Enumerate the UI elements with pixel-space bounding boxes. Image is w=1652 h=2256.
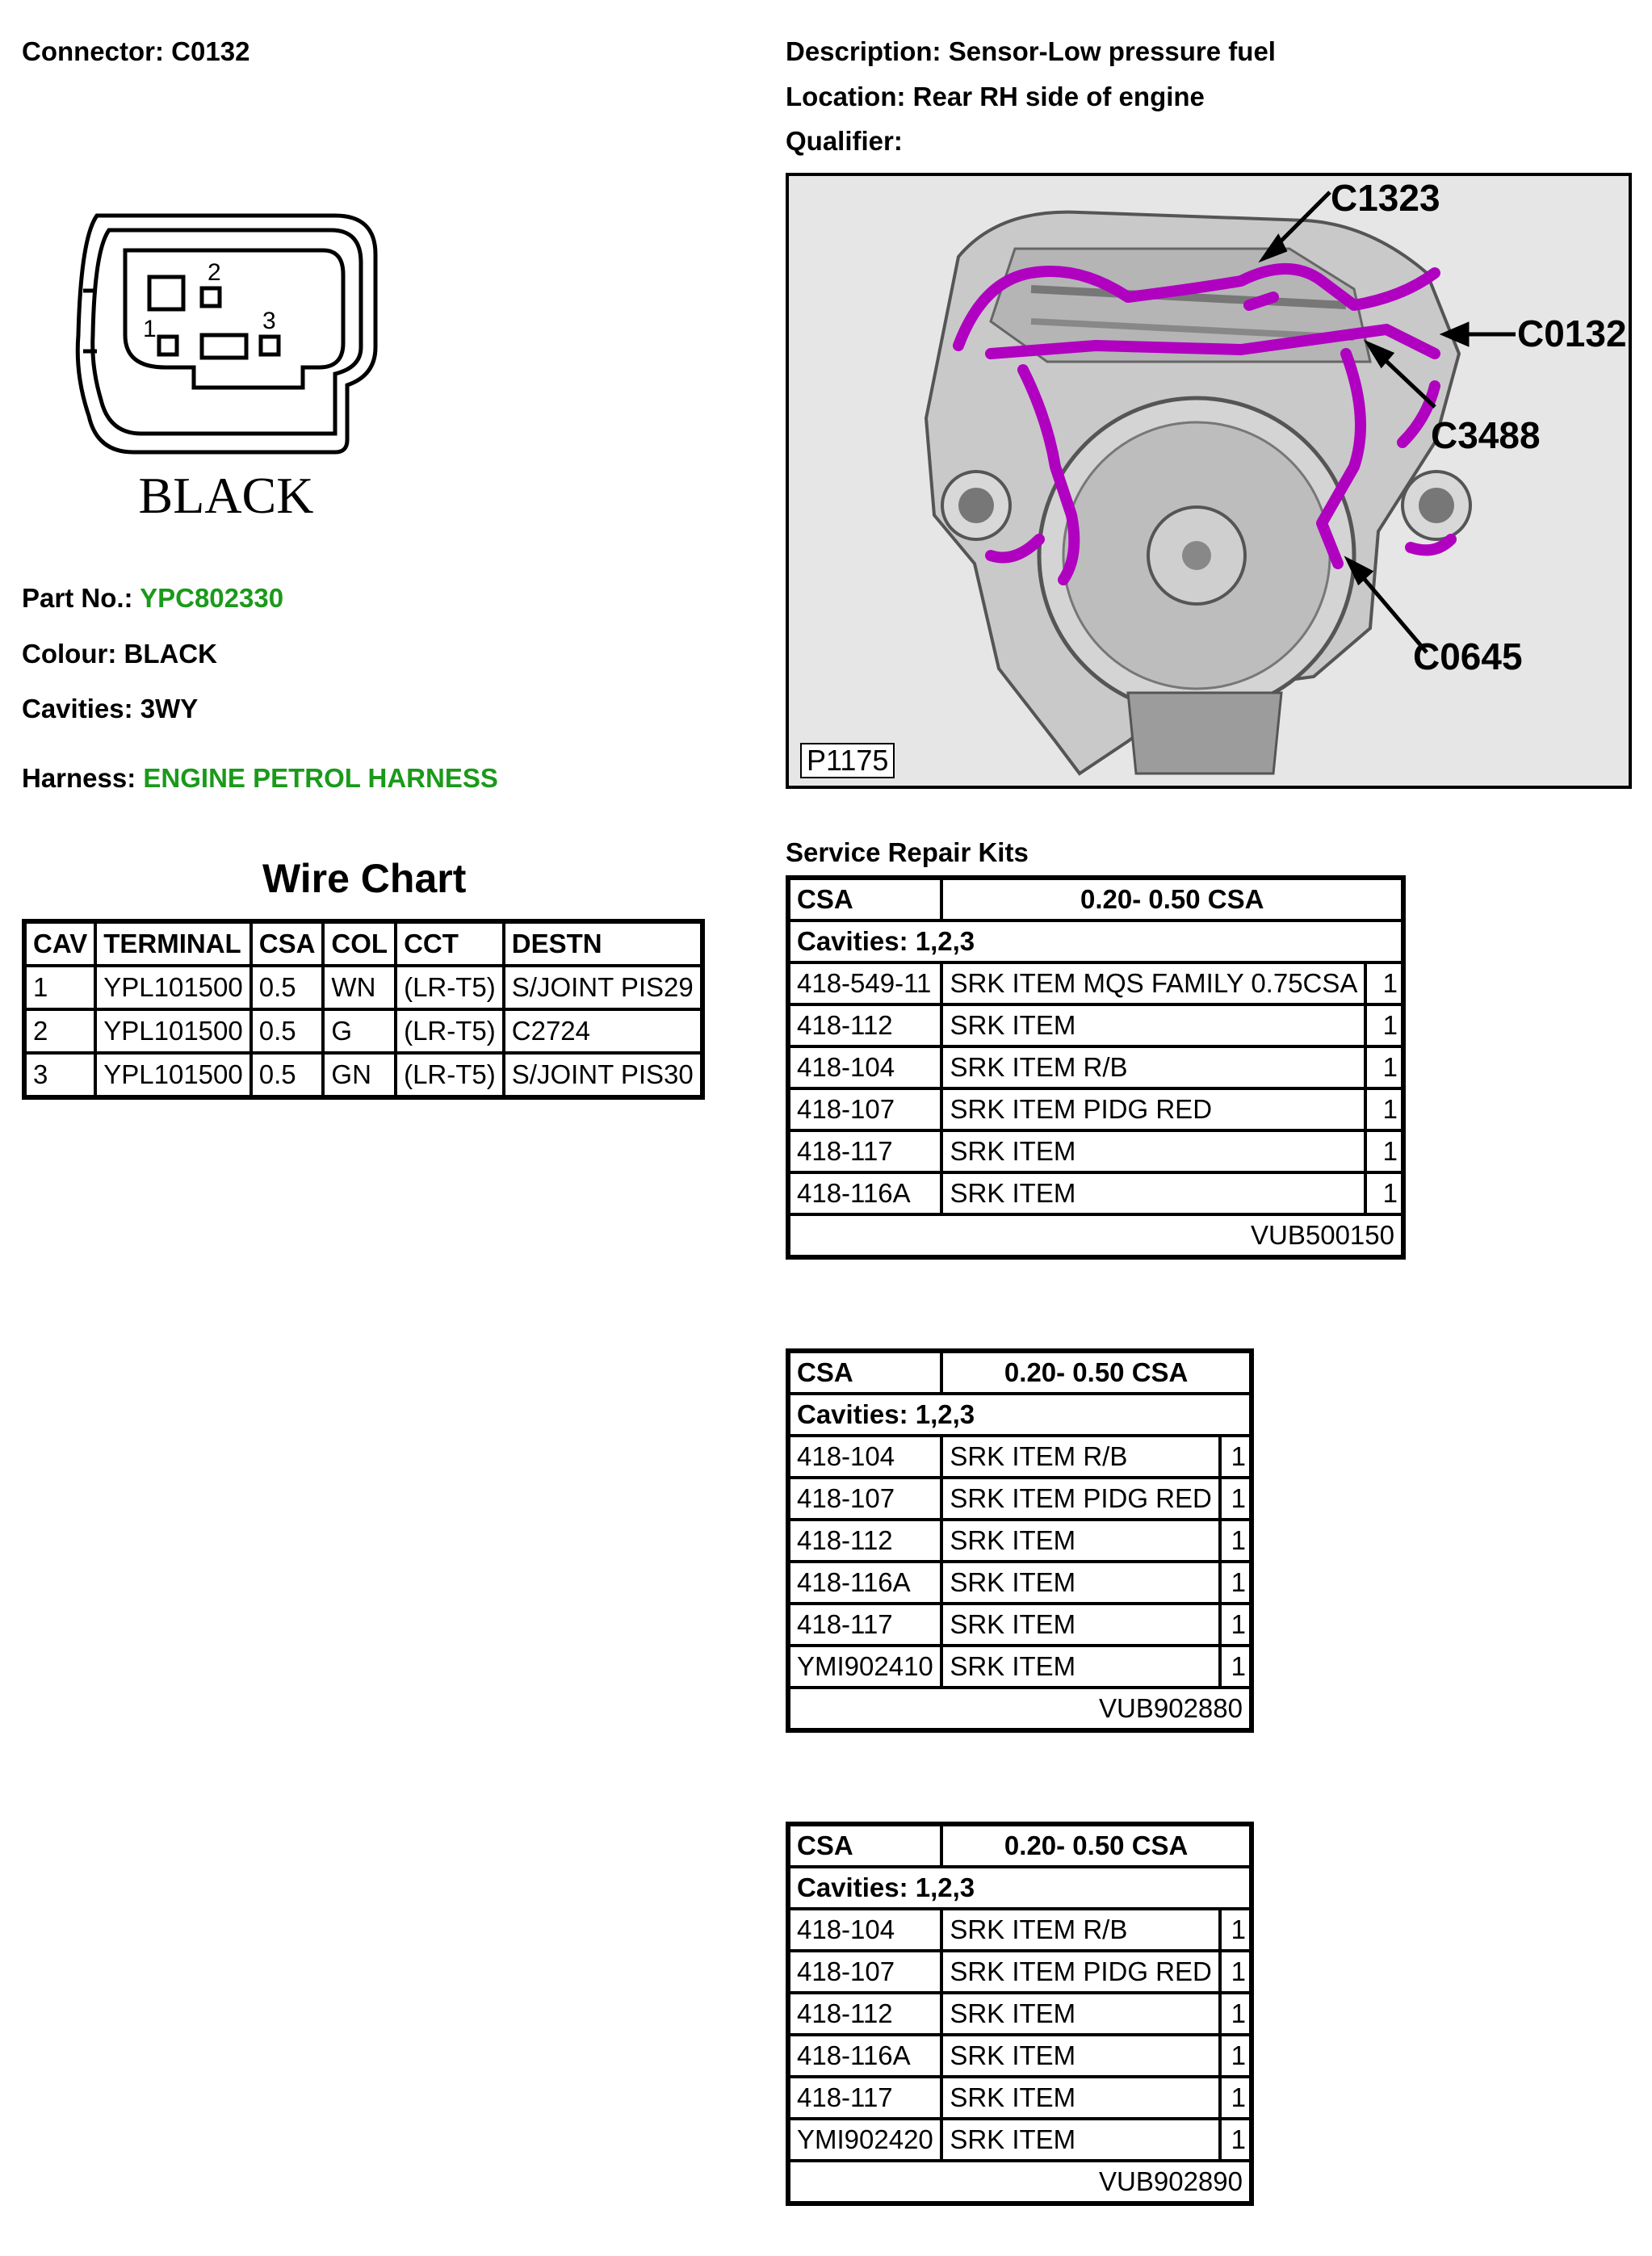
kit-item-part: 418-104 — [788, 1046, 941, 1088]
repair-kit-table-1 — [786, 875, 1406, 1260]
connector-id: C0132 — [171, 36, 250, 66]
table-row — [788, 1646, 1252, 1688]
cav-cell: 2 — [24, 1009, 95, 1053]
kit-item-description: SRK ITEM R/B — [941, 1046, 1365, 1088]
kit-cavities: Cavities: 1,2,3 — [788, 1394, 1252, 1436]
kit-item-quantity: 1 — [1220, 1436, 1252, 1478]
table-row — [788, 2077, 1252, 2119]
table-row — [788, 1130, 1403, 1172]
pin-label-1: 1 — [143, 316, 157, 342]
kit-item-description: SRK ITEM — [941, 1604, 1220, 1646]
table-row — [788, 1088, 1403, 1130]
table-row — [788, 962, 1403, 1004]
cav-cell: 1 — [24, 966, 95, 1009]
kit-csa-row — [788, 878, 1403, 920]
engine-illustration — [789, 176, 1629, 786]
kit-item-quantity: 1 — [1220, 1562, 1252, 1604]
table-row — [24, 966, 702, 1009]
callout-c1323: C1323 — [1331, 177, 1440, 219]
kit-item-part: 418-107 — [788, 1478, 941, 1520]
table-row — [788, 1436, 1252, 1478]
kit-item-description: SRK ITEM R/B — [941, 1909, 1220, 1951]
circuit-cell: (LR-T5) — [396, 1053, 504, 1097]
kit-cavities: Cavities: 1,2,3 — [788, 1867, 1252, 1909]
description-value: Sensor-Low pressure fuel — [948, 36, 1276, 66]
wire-chart-header: CAV — [24, 921, 95, 966]
kit-item-description: SRK ITEM — [941, 2119, 1220, 2161]
circuit-cell: (LR-T5) — [396, 966, 504, 1009]
part-number-link[interactable]: YPC802330 — [140, 583, 284, 613]
kit-item-description: SRK ITEM — [941, 1004, 1365, 1046]
kit-item-part: 418-112 — [788, 1993, 941, 2035]
kit-csa-value: 0.20- 0.50 CSA — [941, 1824, 1252, 1867]
qualifier-label: Qualifier: — [786, 126, 903, 156]
kit-item-quantity: 1 — [1220, 1646, 1252, 1688]
kit-number: VUB500150 — [788, 1214, 1403, 1257]
colour-line — [22, 638, 217, 670]
terminal-cell: YPL101500 — [95, 966, 251, 1009]
kit-item-part: 418-116A — [788, 1172, 941, 1214]
kit-item-part: 418-107 — [788, 1951, 941, 1993]
engine-location-image — [786, 173, 1632, 789]
table-row — [788, 2119, 1252, 2161]
kit-item-part: 418-112 — [788, 1004, 941, 1046]
callout-c0132: C0132 — [1517, 312, 1627, 354]
kit-number: VUB902890 — [788, 2161, 1252, 2204]
kit-item-description: SRK ITEM — [941, 1172, 1365, 1214]
kit-cavities: Cavities: 1,2,3 — [788, 920, 1403, 962]
kit-item-part: YMI902420 — [788, 2119, 941, 2161]
table-row — [24, 1009, 702, 1053]
kit-item-quantity: 1 — [1365, 1130, 1403, 1172]
repair-kit-table-2 — [786, 1348, 1254, 1733]
kit-item-part: 418-116A — [788, 2035, 941, 2077]
kit-number-row — [788, 2161, 1252, 2204]
kit-item-part: 418-112 — [788, 1520, 941, 1562]
kit-item-quantity: 1 — [1220, 2119, 1252, 2161]
kit-item-part: 418-549-11 — [788, 962, 941, 1004]
kit-item-quantity: 1 — [1220, 1909, 1252, 1951]
kit-csa-value: 0.20- 0.50 CSA — [941, 878, 1403, 920]
kit-item-part: 418-104 — [788, 1909, 941, 1951]
kit-cavities-row — [788, 1394, 1252, 1436]
kit-cavities-row — [788, 920, 1403, 962]
circuit-cell: (LR-T5) — [396, 1009, 504, 1053]
kit-item-quantity: 1 — [1220, 1951, 1252, 1993]
colour-cell: G — [323, 1009, 396, 1053]
kit-item-description: SRK ITEM R/B — [941, 1436, 1220, 1478]
location-label: Location: — [786, 82, 906, 111]
kit-csa-value: 0.20- 0.50 CSA — [941, 1351, 1252, 1394]
kit-item-description: SRK ITEM — [941, 2035, 1220, 2077]
table-row — [788, 2035, 1252, 2077]
kit-item-quantity: 1 — [1365, 1172, 1403, 1214]
connector-heading — [22, 36, 249, 68]
kit-item-part: 418-116A — [788, 1562, 941, 1604]
part-number-line — [22, 582, 283, 614]
terminal-cell: YPL101500 — [95, 1053, 251, 1097]
kit-item-quantity: 1 — [1220, 1604, 1252, 1646]
table-row — [788, 1004, 1403, 1046]
cavities-label: Cavities: — [22, 694, 133, 723]
image-reference-label: P1175 — [800, 743, 895, 778]
table-row — [788, 1993, 1252, 2035]
pin-label-2: 2 — [208, 259, 221, 286]
kit-csa-label: CSA — [788, 1824, 941, 1867]
connector-face-drawing — [69, 206, 392, 529]
kit-item-quantity: 1 — [1220, 1993, 1252, 2035]
wire-chart-header: TERMINAL — [95, 921, 251, 966]
csa-cell: 0.5 — [251, 1053, 324, 1097]
table-row — [788, 1604, 1252, 1646]
kit-csa-label: CSA — [788, 878, 941, 920]
kit-item-quantity: 1 — [1365, 1004, 1403, 1046]
kit-item-part: 418-104 — [788, 1436, 941, 1478]
description-label: Description: — [786, 36, 941, 66]
kit-number-row — [788, 1214, 1403, 1257]
wire-chart-title: Wire Chart — [262, 856, 467, 901]
repair-kit-table-3 — [786, 1822, 1254, 2206]
kit-item-description: SRK ITEM PIDG RED — [941, 1951, 1220, 1993]
kit-csa-row — [788, 1824, 1252, 1867]
csa-cell: 0.5 — [251, 966, 324, 1009]
colour-label: Colour: — [22, 639, 117, 669]
location-value: Rear RH side of engine — [912, 82, 1205, 111]
kit-item-quantity: 1 — [1220, 1520, 1252, 1562]
kit-item-quantity: 1 — [1220, 2077, 1252, 2119]
kit-item-description: SRK ITEM — [941, 2077, 1220, 2119]
colour-cell: GN — [323, 1053, 396, 1097]
colour-value: BLACK — [124, 639, 217, 669]
wire-chart-header: CSA — [251, 921, 324, 966]
kit-item-description: SRK ITEM — [941, 1520, 1220, 1562]
kit-item-description: SRK ITEM — [941, 1562, 1220, 1604]
terminal-cell: YPL101500 — [95, 1009, 251, 1053]
connector-colour-caption: BLACK — [138, 467, 314, 524]
kit-item-description: SRK ITEM PIDG RED — [941, 1088, 1365, 1130]
destination-cell: S/JOINT PIS30 — [504, 1053, 702, 1097]
destination-cell: S/JOINT PIS29 — [504, 966, 702, 1009]
wire-chart-header: DESTN — [504, 921, 702, 966]
table-row — [788, 1172, 1403, 1214]
kit-item-part: 418-117 — [788, 1130, 941, 1172]
cav-cell: 3 — [24, 1053, 95, 1097]
kit-number-row — [788, 1688, 1252, 1730]
kit-item-quantity: 1 — [1365, 962, 1403, 1004]
cavities-value: 3WY — [140, 694, 199, 723]
cavities-line — [22, 693, 198, 725]
kit-item-description: SRK ITEM — [941, 1646, 1220, 1688]
kit-number: VUB902880 — [788, 1688, 1252, 1730]
callout-c3488: C3488 — [1431, 414, 1541, 456]
kit-item-quantity: 1 — [1365, 1046, 1403, 1088]
harness-link[interactable]: ENGINE PETROL HARNESS — [143, 763, 498, 793]
kit-item-description: SRK ITEM MQS FAMILY 0.75CSA — [941, 962, 1365, 1004]
kit-item-quantity: 1 — [1220, 2035, 1252, 2077]
kit-item-part: 418-117 — [788, 2077, 941, 2119]
service-repair-kits-title: Service Repair Kits — [786, 837, 1029, 867]
table-row — [788, 1478, 1252, 1520]
wire-chart-header-row — [24, 921, 702, 966]
kit-csa-row — [788, 1351, 1252, 1394]
wire-chart-header: COL — [323, 921, 396, 966]
kit-item-part: 418-107 — [788, 1088, 941, 1130]
wire-chart-table — [22, 919, 705, 1100]
description-line — [786, 36, 1276, 68]
destination-cell: C2724 — [504, 1009, 702, 1053]
part-number-label: Part No.: — [22, 583, 133, 613]
kit-item-part: YMI902410 — [788, 1646, 941, 1688]
table-row — [788, 1909, 1252, 1951]
table-row — [788, 1951, 1252, 1993]
kit-csa-label: CSA — [788, 1351, 941, 1394]
kit-cavities-row — [788, 1867, 1252, 1909]
kit-item-part: 418-117 — [788, 1604, 941, 1646]
kit-item-description: SRK ITEM PIDG RED — [941, 1478, 1220, 1520]
qualifier-line — [786, 125, 903, 157]
table-row — [788, 1520, 1252, 1562]
kit-item-description: SRK ITEM — [941, 1130, 1365, 1172]
harness-line — [22, 762, 498, 795]
table-row — [788, 1046, 1403, 1088]
csa-cell: 0.5 — [251, 1009, 324, 1053]
kit-item-description: SRK ITEM — [941, 1993, 1220, 2035]
wire-chart-header: CCT — [396, 921, 504, 966]
harness-label: Harness: — [22, 763, 136, 793]
kit-item-quantity: 1 — [1365, 1088, 1403, 1130]
location-line — [786, 81, 1205, 113]
connector-label: Connector: — [22, 36, 164, 66]
colour-cell: WN — [323, 966, 396, 1009]
callout-c0645: C0645 — [1413, 635, 1523, 677]
pin-label-3: 3 — [262, 308, 276, 334]
table-row — [788, 1562, 1252, 1604]
kit-item-quantity: 1 — [1220, 1478, 1252, 1520]
table-row — [24, 1053, 702, 1097]
